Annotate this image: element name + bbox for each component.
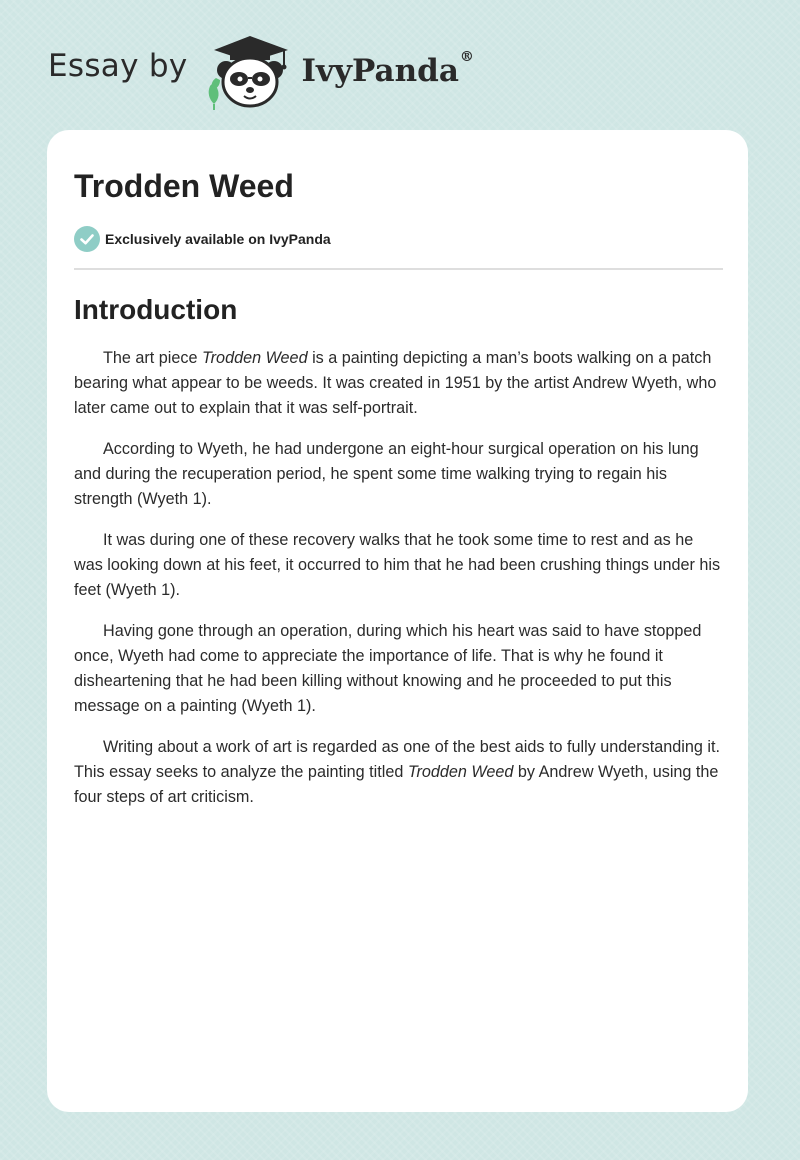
site-header: [48, 30, 508, 110]
paragraph-text: Writing about a work of art is regarded as one of the best aids to fully understanding it. This essay seeks to analyze the painting titled: [74, 738, 720, 781]
paragraph: [74, 528, 723, 603]
badge-label: Exclusively available on IvyPanda: [105, 231, 331, 247]
paragraph-text: According to Wyeth, he had undergone an eight-hour surgical operation on his lung and during the recuperation period, he spent some time walking trying to regain his strength (Wyeth 1).: [74, 440, 699, 508]
registered-mark: ®: [459, 49, 474, 65]
paragraph: [74, 619, 723, 719]
section-heading-introduction: Introduction: [74, 294, 238, 325]
page-title: Trodden Weed: [74, 168, 294, 204]
paragraph-text: Having gone through an operation, during which his heart was said to have stopped once, Wyeth had come to appreciate the importance of life. That is why he found it disheartening that he had been killing without knowing and he proceeded to put this message on a painting (Wyeth 1).: [74, 622, 702, 715]
paragraph-text: by Andrew Wyeth, using the four steps of art criticism.: [74, 763, 719, 806]
brand-text: IvyPanda: [301, 53, 459, 89]
article-body: [74, 346, 723, 810]
essay-by-label: Essay by: [48, 48, 188, 84]
title-divider: [74, 268, 723, 270]
paragraph: [74, 735, 723, 810]
essay-content: [74, 130, 723, 826]
paragraph-text: The art piece: [103, 349, 202, 367]
artwork-title: Trodden Weed: [201, 349, 308, 367]
artwork-title: Trodden Weed: [407, 763, 514, 781]
exclusive-badge: [74, 225, 723, 253]
paragraph: [74, 346, 723, 421]
check-circle-icon: [74, 226, 100, 252]
panda-graduate-icon[interactable]: [204, 30, 296, 110]
paragraph: [74, 437, 723, 512]
paragraph-text: is a painting depicting a man’s boots walking on a patch bearing what appear to be weeds. It was created in 1951 by the artist Andrew Wyeth, who later came out to explain that it was self-portrait.: [74, 349, 717, 417]
brand-name[interactable]: [301, 49, 474, 89]
essay-card: [47, 130, 748, 1112]
paragraph-text: It was during one of these recovery walks that he took some time to rest and as he was looking down at his feet, it occurred to him that he had been crushing things under his feet (Wyeth 1).: [74, 531, 721, 599]
